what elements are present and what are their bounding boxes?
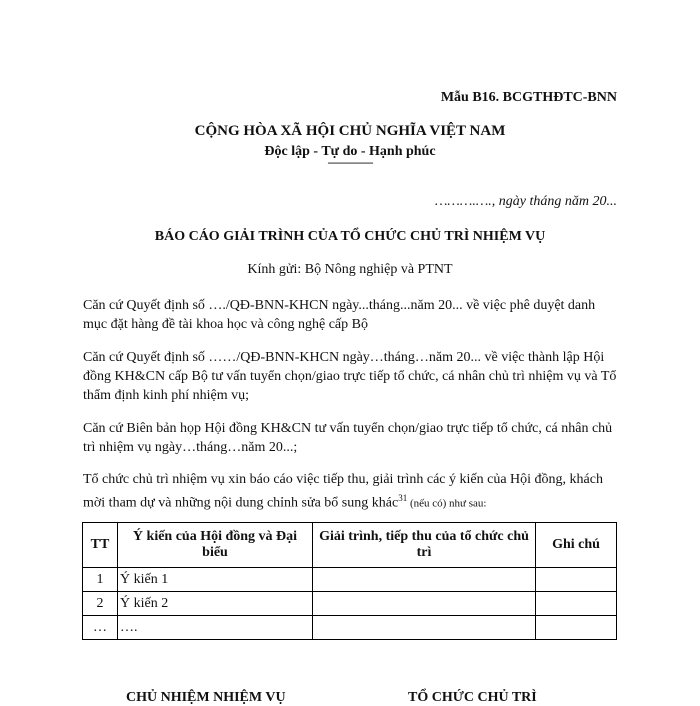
paragraph-report-intro	[83, 470, 618, 514]
cell-note	[536, 592, 617, 616]
cell-explanation	[313, 568, 536, 592]
header-opinion: Ý kiến của Hội đồng và Đại biểu	[118, 523, 313, 568]
cell-explanation	[313, 592, 536, 616]
motto-rule: ---------------	[327, 155, 373, 169]
report-intro-tail: (nếu có) như sau:	[407, 497, 487, 510]
cell-tt: …	[83, 616, 118, 640]
signature-host-organization: TỔ CHỨC CHỦ TRÌ	[408, 690, 537, 705]
response-table	[82, 522, 617, 640]
cell-note	[536, 616, 617, 640]
form-code: Mẫu B16. BCGTHĐTC-BNN	[440, 90, 617, 105]
cell-opinion: ….	[118, 616, 313, 640]
report-intro-text: Tổ chức chủ trì nhiệm vụ xin báo cáo việc tiếp thu, giải trình các ý kiến của Hội đồng, khách mời tham dự và những nội dung chỉnh sửa bổ sung khác	[83, 472, 603, 511]
cell-opinion: Ý kiến 2	[118, 592, 313, 616]
table-row	[83, 616, 617, 640]
document-title: BÁO CÁO GIẢI TRÌNH CỦA TỔ CHỨC CHỦ TRÌ NHIỆM VỤ	[154, 229, 546, 244]
paragraph-decision-council: Căn cứ Quyết định số ……/QĐ-BNN-KHCN ngày…tháng…năm 20... về việc thành lập Hội đồng KH&CN cấp Bộ tư vấn tuyển chọn/giao trực tiếp tổ chức, cá nhân chủ trì nhiệm vụ và Tổ thẩm định kinh phí nhiệm vụ;	[83, 350, 617, 403]
table-row	[83, 592, 617, 616]
cell-note	[536, 568, 617, 592]
paragraph-meeting-minutes: Căn cứ Biên bản họp Hội đồng KH&CN tư vấn tuyển chọn/giao trực tiếp tổ chức, cá nhân chủ trì nhiệm vụ ngày…tháng…năm 20...;	[83, 421, 613, 455]
header-note: Ghi chú	[536, 523, 617, 568]
header-tt: TT	[83, 523, 118, 568]
cell-opinion: Ý kiến 1	[118, 568, 313, 592]
table-header-row	[83, 523, 617, 568]
table-row	[83, 568, 617, 592]
nation-heading: CỘNG HÒA XÃ HỘI CHỦ NGHĨA VIỆT NAM	[194, 123, 506, 139]
cell-tt: 2	[83, 592, 118, 616]
cell-tt: 1	[83, 568, 118, 592]
recipient-line: Kính gửi: Bộ Nông nghiệp và PTNT	[247, 262, 453, 277]
date-line: ……….…., ngày tháng năm 20...	[434, 194, 617, 209]
cell-explanation	[313, 616, 536, 640]
header-explanation: Giải trình, tiếp thu của tổ chức chủ trì	[313, 523, 536, 568]
motto: Độc lập - Tự do - Hạnh phúc	[264, 144, 436, 159]
footnote-marker: 31	[398, 493, 408, 503]
paragraph-decision-list: Căn cứ Quyết định số …./QĐ-BNN-KHCN ngày...tháng...năm 20... về việc phê duyệt danh mục đặt hàng đề tài khoa học và công nghệ cấp Bộ	[83, 298, 596, 332]
signature-project-leader: CHỦ NHIỆM NHIỆM VỤ	[126, 690, 286, 705]
